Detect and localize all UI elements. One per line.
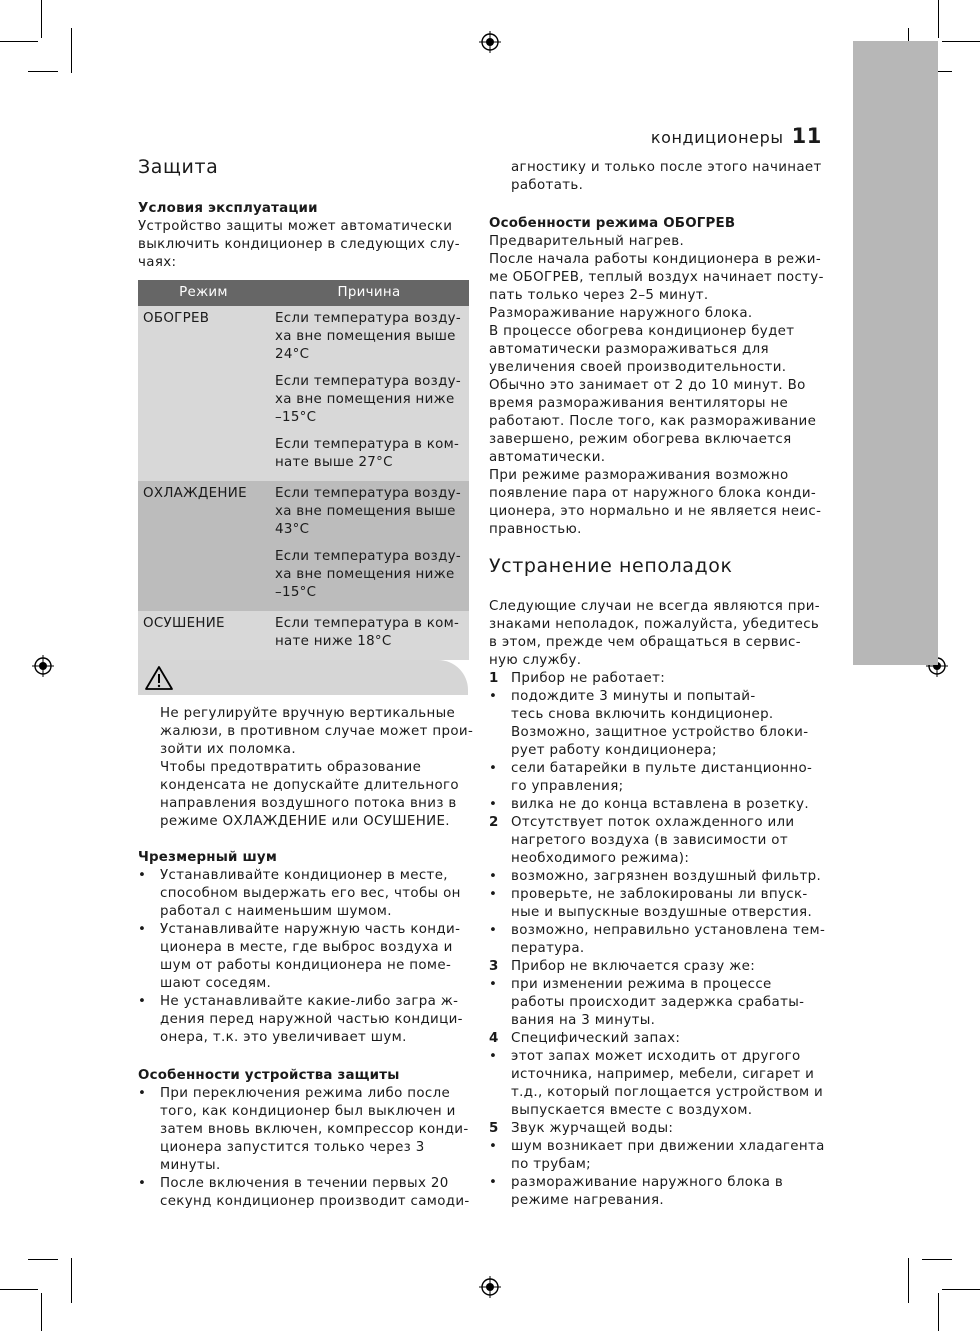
cause-cell: Если температура возду- ха вне помещения выше 43°C Если температура возду- ха вне помещения ниже –15°C <box>275 486 461 600</box>
table-row <box>138 611 469 660</box>
text-line: чаях: <box>138 255 177 270</box>
troubleshooting-title: Устранение неполадок <box>489 555 733 577</box>
right-column-top: агностику и только после этого начинает работать. Особенности режима ОБОГРЕВ Предварительный нагрев. После начала работы кондиционера в режи- ме ОБОГРЕВ, теплый воздух начинает посту- пать только через 2–5 минут. Размораживание наружного блока. В процессе обогрева кондиционер будет автоматически размораживаться для увеличения своей производительности. Обычно это занимает от 2 до 10 минут. Во время размораживания вентиляторы не работают. После того, как размораживание завершено, режим обогрева включается автоматически. При режиме размораживания возможно появление пара от наружного блока конди- ционера, это нормально и не является неис- правностью. <box>489 159 834 539</box>
registration-mark-icon <box>479 1276 501 1298</box>
list-item: • шум возникает при движении хладагента по трубам; <box>489 1139 825 1172</box>
numbered-item: 2 Отсутствует поток охлажденного или нагретого воздуха (в зависимости от необходимого режима): <box>489 815 795 866</box>
list-item: • при изменении режима в процессе работы происходит задержка срабаты- вания на 3 минуты. <box>489 977 805 1028</box>
page-header <box>651 124 822 148</box>
numbered-item: 5 Звук журчащей воды: <box>489 1121 674 1136</box>
crop-mark <box>942 1289 980 1290</box>
crop-mark <box>41 0 42 38</box>
crop-mark <box>71 28 72 73</box>
list-item: • возможно, неправильно установлена тем- пература. <box>489 923 826 956</box>
crop-mark <box>908 1258 909 1303</box>
crop-mark <box>938 0 939 38</box>
crop-mark <box>71 1258 72 1303</box>
list-item: • размораживание наружного блока в режиме нагревания. <box>489 1175 784 1208</box>
numbered-item: 1 Прибор не работает: <box>489 671 666 686</box>
table-row <box>138 306 469 481</box>
warning-text: Не регулируйте вручную вертикальные жалюзи, в противном случае может прои- зойти их поломка. Чтобы предотвратить образование конденсата не допускайте длительного направления воздушного потока вниз в режиме ОХЛАЖДЕНИЕ или ОСУШЕНИЕ. <box>160 706 474 829</box>
crop-mark <box>938 1293 939 1331</box>
list-item: • вилка не до конца вставлена в розетку. <box>489 797 810 812</box>
crop-mark <box>0 1289 38 1290</box>
list-item: • сели батарейки в пульте дистанционно- го управления; <box>489 761 813 794</box>
heat-heading: Особенности режима ОБОГРЕВ <box>489 216 736 231</box>
mode-cell: ОБОГРЕВ <box>143 311 210 326</box>
cause-cell: Если температура возду- ха вне помещения выше 24°C Если температура возду- ха вне помещения ниже –15°C Если температура в ком- нате выше 27°C <box>275 311 461 470</box>
crop-mark <box>0 41 38 42</box>
mode-cell: ОСУШЕНИЕ <box>143 616 225 631</box>
section-title: Защита <box>138 156 219 178</box>
warning-bar <box>138 660 468 695</box>
list-item: • возможно, загрязнен воздушный фильтр. <box>489 869 822 884</box>
text-line: Устройство защиты может автоматически <box>138 219 453 234</box>
page-number: 11 <box>791 124 822 148</box>
protection-heading: Особенности устройства защиты <box>138 1068 400 1083</box>
header-title: кондиционеры <box>650 128 784 147</box>
left-column-bottom <box>138 849 478 1211</box>
chapter-tab <box>853 41 938 665</box>
list-item: • После включения в течении первых 20 секунд кондиционер производит самоди- <box>138 1176 470 1209</box>
noise-heading: Чрезмерный шум <box>138 850 277 865</box>
registration-mark-icon <box>479 31 501 53</box>
table-header-cause: Причина <box>269 280 469 306</box>
list-item: • этот запах может исходить от другого источника, например, мебели, сигарет и т.д., который поглощается устройством и выпускается вместе с воздухом. <box>489 1049 824 1118</box>
left-column-top <box>138 158 478 272</box>
list-item: • Устанавливайте наружную часть конди- ционера в месте, где выброс воздуха и шум от работы кондиционера не поме- шают соседям. <box>138 922 461 991</box>
warning-triangle-icon <box>144 665 174 691</box>
cause-cell: Если температура в ком- нате ниже 18°C <box>275 616 460 649</box>
list-item: • Не устанавливайте какие-либо загра ж- дения перед наружной частью кондици- онера, т.к. это увеличивает шум. <box>138 994 463 1045</box>
registration-mark-icon <box>32 655 54 677</box>
list-item: • При переключения режима либо после того, как кондиционер был выключен и затем вновь включен, компрессор конди- ционера запустится только через 3 минуты. <box>138 1086 469 1173</box>
crop-mark <box>41 1293 42 1331</box>
protection-table <box>138 280 469 660</box>
crop-mark <box>942 41 980 42</box>
list-item: • проверьте, не заблокированы ли впуск- ные и выпускные воздушные отверстия. <box>489 887 813 920</box>
list-item: • подождите 3 минуты и попытай- тесь снова включить кондиционер. Возможно, защитное устройство блоки- рует работу кондиционера; <box>489 689 809 758</box>
conditions-heading: Условия эксплуатации <box>138 201 318 216</box>
crop-mark <box>28 71 58 72</box>
crop-mark <box>28 1259 58 1260</box>
list-item: • Устанавливайте кондиционер в месте, способном выдержать его вес, чтобы он работал с наименьшим шумом. <box>138 868 461 919</box>
troubleshooting-section: Устранение неполадок Следующие случаи не всегда являются при- знаками неполадок, пожалуйста, убедитесь в этом, прежде чем обращаться в сервис- ную службу. 1 Прибор не работает: • подождите 3 минуты и попытай- тесь снова включить кондиционер. Возможно, защитное устройство блоки- рует работу кондиционера; • сели батарейки в пульте дистанционно- го управления; • вилка не до конца вставлена в розетку. 2 Отсутствует поток охлажденного или нагретого воздуха (в зависимости от необходимого режима): • возможно, загрязнен воздушный фильтр. • проверьте, не заблокированы ли впуск- ные и выпускные воздушные отверстия. • возможно, неправильно установлена тем- пература. 3 Прибор не включается сразу же: • при изменении режима в процессе работы происходит задержка срабаты- вания на 3 минуты. 4 Специфический запах: • этот запах может исходить от другого источника, например, мебели, сигарет и т.д., который поглощается устройством и выпускается вместе с воздухом. 5 Звук журчащей воды: • шум возникает при движении хладагента по трубам; • размораживание наружного блока в режиме нагревания. <box>489 557 834 1210</box>
table-header-mode: Режим <box>138 280 269 306</box>
text-line: выключить кондиционер в следующих слу- <box>138 237 460 252</box>
numbered-item: 4 Специфический запах: <box>489 1031 681 1046</box>
mode-cell: ОХЛАЖДЕНИЕ <box>143 486 247 501</box>
numbered-item: 3 Прибор не включается сразу же: <box>489 959 756 974</box>
crop-mark <box>922 1259 952 1260</box>
table-row <box>138 481 469 611</box>
